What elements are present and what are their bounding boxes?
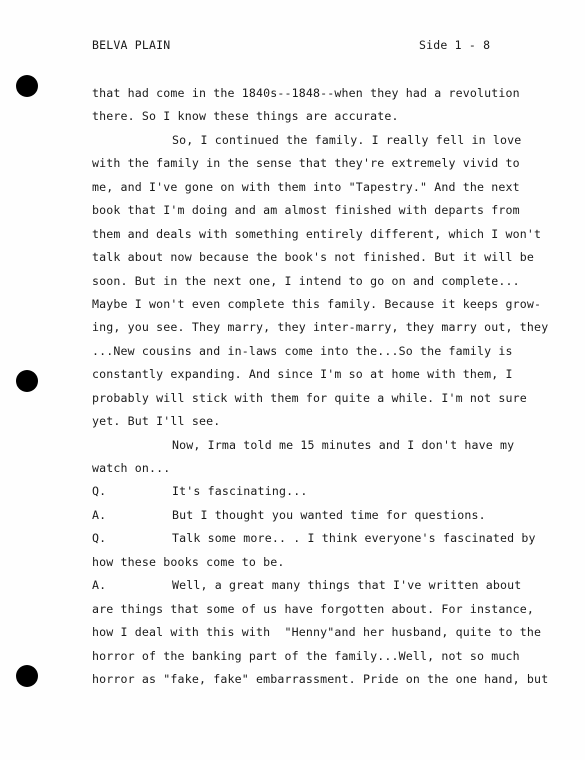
punch-hole: [16, 370, 38, 392]
text-line: that had come in the 1840s--1848--when they had a revolution: [92, 86, 520, 100]
text-line: horror as "fake, fake" embarrassment. Pride on the one hand, but: [92, 671, 549, 686]
text-line: how I deal with this with "Henny"and her husband, quite to the: [92, 625, 542, 640]
dialogue-line: [92, 527, 552, 550]
text-line: are things that some of us have forgotten about. For instance,: [92, 601, 535, 616]
text-line: watch on...: [92, 461, 171, 475]
dialogue-text: Well, a great many things that I've written about: [172, 578, 522, 593]
dialogue-text: Talk some more.. . I think everyone's fascinated by: [172, 531, 536, 546]
dialogue-text: It's fascinating...: [172, 484, 308, 499]
text-line: soon. But in the next one, I intend to go on and complete...: [92, 273, 520, 288]
text-line: talk about now because the book's not finished. But it will be: [92, 250, 535, 265]
speaker-label: Q.: [92, 484, 107, 499]
text-line: book that I'm doing and am almost finished with departs from: [92, 203, 520, 218]
text-line: with the family in the sense that they're extremely vivid to: [92, 156, 520, 171]
text-line: ...New cousins and in-laws come into the...So the family is: [92, 343, 513, 358]
text-line: Maybe I won't even complete this family. Because it keeps grow-: [92, 296, 542, 311]
text-line: me, and I've gone on with them into "Tapestry." And the next: [92, 179, 520, 194]
text-line: them and deals with something entirely different, which I won't: [92, 226, 542, 241]
transcript-body: [92, 82, 552, 691]
dialogue-text: But I thought you wanted time for questions.: [172, 507, 486, 522]
text-line: constantly expanding. And since I'm so at home with them, I: [92, 367, 513, 382]
text-line: how these books come to be.: [92, 554, 285, 569]
text-line: ing, you see. They marry, they inter-marry, they marry out, they: [92, 320, 549, 335]
header-page-ref: Side 1 - 8: [419, 38, 491, 52]
speaker-label: Q.: [92, 531, 107, 546]
speaker-label: A.: [92, 578, 107, 593]
speaker-label: A.: [92, 507, 107, 522]
text-line: Now, Irma told me 15 minutes and I don't have my: [172, 437, 515, 452]
punch-hole: [16, 665, 38, 687]
text-line: probably will stick with them for quite a while. I'm not sure: [92, 390, 527, 405]
text-line: horror of the banking part of the family...Well, not so much: [92, 648, 520, 663]
text-line: there. So I know these things are accurate.: [92, 109, 399, 124]
text-line: yet. But I'll see.: [92, 414, 221, 429]
header-author: BELVA PLAIN: [92, 38, 171, 52]
dialogue-line: [92, 504, 552, 527]
dialogue-line: [92, 480, 552, 503]
dialogue-line: [92, 574, 552, 597]
text-line: So, I continued the family. I really fell in love: [172, 132, 522, 147]
punch-hole: [16, 75, 38, 97]
